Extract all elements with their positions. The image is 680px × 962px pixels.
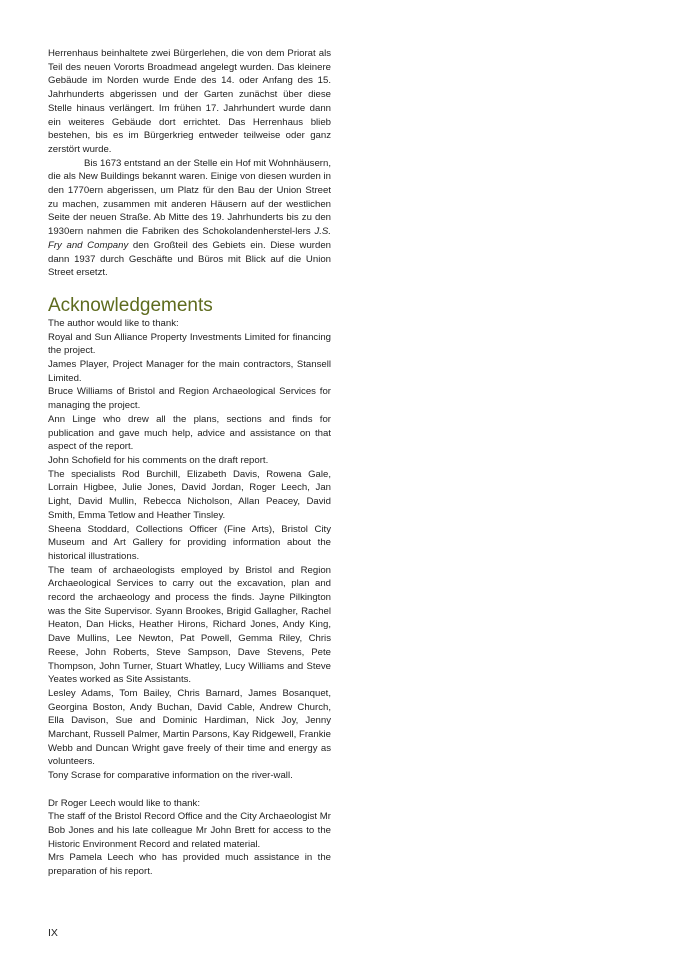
acknowledgements-heading: Acknowledgements <box>48 294 213 316</box>
page-number: IX <box>48 927 58 939</box>
text-column <box>48 47 331 879</box>
leech-line: Dr Roger Leech would like to thank: <box>48 797 200 809</box>
ack-line: Royal and Sun Alliance Property Investments Limited for financing the project. <box>48 331 331 357</box>
intro-paragraph-2-b: den Großteil des Gebiets ein. Diese wurden dann 1937 durch Geschäfte und Büros mit Blick auf die Union Street ersetzt. <box>48 239 331 279</box>
leech-line: Mrs Pamela Leech who has provided much assistance in the preparation of his report. <box>48 852 331 878</box>
intro-paragraph-2-a: Bis 1673 entstand an der Stelle ein Hof mit Wohnhäusern, die als New Buildings bekannt waren. Einige von diesen wurden in den 1770ern abgerissen, um Platz für den Bau der Union Street zu machen, zusammen mit anderen Häusern auf der westlichen Seite der neuen Straße. Ab Mitte des 19. Jahrhunderts bis zu den 1930ern nahmen die Fabriken des Schokolandenherstel-lers <box>48 157 331 238</box>
leech-line: The staff of the Bristol Record Office and the City Archaeologist Mr Bob Jones and his late colleague Mr John Brett for access to the Historic Environment Record and related material. <box>48 811 331 850</box>
intro-paragraph-1: Herrenhaus beinhaltete zwei Bürgerlehen, die von dem Priorat als Teil des neuen Vororts Broadmead angelegt wurden. Das kleinere Gebäude im Norden wurde Ende des 14. oder Anfang des 15. Jahrhunderts abgerissen und der Garten zunächst über diese Stelle hinaus verlängert. Im frühen 17. Jahrhundert wurde dann ein weiteres Gebäude dort errichtet. Das Herrenhaus blieb bestehen, bis es im Bürgerkrieg entweder teilweise oder ganz zerstört wurde. <box>48 48 331 155</box>
intro-paragraph-2 <box>48 157 331 280</box>
company-name: J.S. Fry and Company <box>48 226 331 251</box>
ack-line: Sheena Stoddard, Collections Officer (Fine Arts), Bristol City Museum and Art Gallery for providing information about the historical illustrations. <box>48 523 331 562</box>
paragraph-gap <box>48 783 331 797</box>
ack-line: Bruce Williams of Bristol and Region Archaeological Services for managing the project. <box>48 386 331 412</box>
ack-line: The team of archaeologists employed by Bristol and Region Archaeological Services to carry out the excavation, plan and record the archaeology and process the finds. Jayne Pilkington was the Site Supervisor. Syann Brookes, Brigid Gallagher, Rachel Heaton, Dan Hicks, Heather Hirons, Richard Jones, Andy King, Dave Mullins, Lee Newton, Pat Powell, Gemma Riley, Chris Reese, John Roberts, Steve Sampson, Dave Stevens, Pete Thompson, John Turner, Stuart Whatley, Lucy Williams and Steve Yeates worked as Site Assistants. <box>48 564 331 686</box>
ack-line: Ann Linge who drew all the plans, sections and finds for publication and gave much help, advice and assistance on that aspect of the report. <box>48 413 331 453</box>
ack-line: The author would like to thank: <box>48 317 179 329</box>
ack-line: Lesley Adams, Tom Bailey, Chris Barnard, James Bosanquet, Georgina Boston, Andy Buchan, David Cable, Andrew Church, Ella Davison, Sue and Dominic Hardiman, Nick Joy, Jenny Marchant, Russell Palmer, Martin Parsons, Kay Ridgewell, Frankie Webb and Duncan Wright gave freely of their time and energy as volunteers. <box>48 687 331 768</box>
ack-line: John Schofield for his comments on the draft report. <box>48 454 269 466</box>
ack-line: Tony Scrase for comparative information on the river-wall. <box>48 770 293 782</box>
ack-line: James Player, Project Manager for the main contractors, Stansell Limited. <box>48 359 331 384</box>
ack-line: The specialists Rod Burchill, Elizabeth Davis, Rowena Gale, Lorrain Higbee, Julie Jones, David Jordan, Roger Leech, Jan Light, David Mullin, Rebecca Nicholson, Allan Peacey, David Smith, Emma Tetlow and Heather Tinsley. <box>48 468 331 521</box>
